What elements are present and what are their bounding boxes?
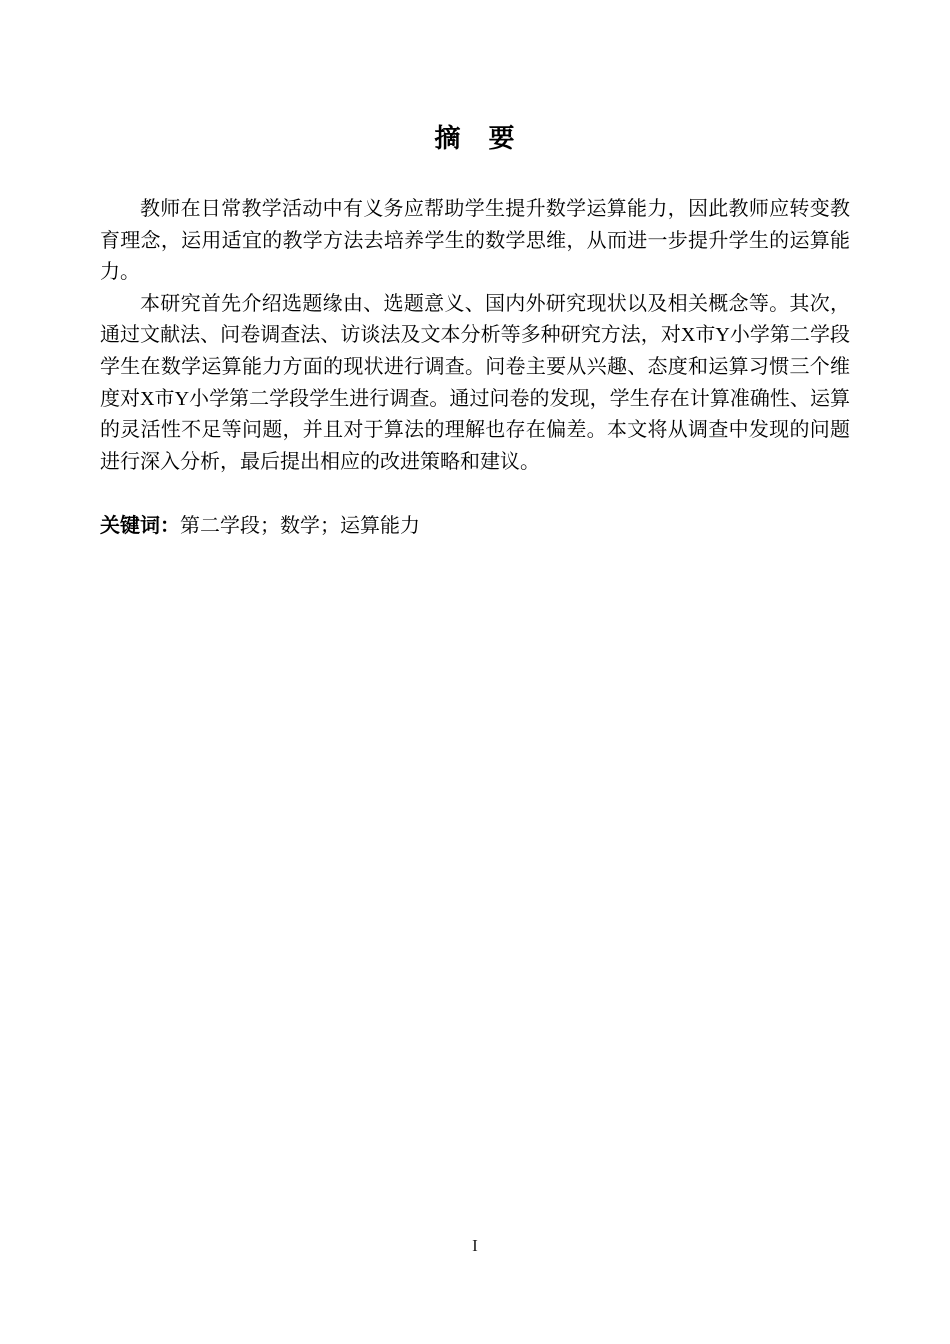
page-title: 摘 要 <box>434 123 516 153</box>
keywords-text: 第二学段；数学；运算能力 <box>180 515 420 538</box>
abstract-paragraph: 教师在日常教学活动中有义务应帮助学生提升数学运算能力，因此教师应转变教育理念，运用适宜的教学方法去培养学生的数学思维，从而进一步提升学生的运算能力。 <box>100 198 850 284</box>
abstract-body <box>100 194 850 478</box>
abstract-paragraph: 本研究首先介绍选题缘由、选题意义、国内外研究现状以及相关概念等。其次，通过文献法、问卷调查法、访谈法及文本分析等多种研究方法，对X市Y小学第二学段学生在数学运算能力方面的现状进行调查。问卷主要从兴趣、态度和运算习惯三个维度对X市Y小学第二学段学生进行调查。通过问卷的发现，学生存在计算准确性、运算的灵活性不足等问题，并且对于算法的理解也存在偏差。本文将从调查中发现的问题进行深入分析，最后提出相应的改进策略和建议。 <box>100 292 850 473</box>
page-number: I <box>472 1236 478 1255</box>
keywords-label: 关键词： <box>100 515 180 538</box>
keywords-line <box>100 511 850 543</box>
